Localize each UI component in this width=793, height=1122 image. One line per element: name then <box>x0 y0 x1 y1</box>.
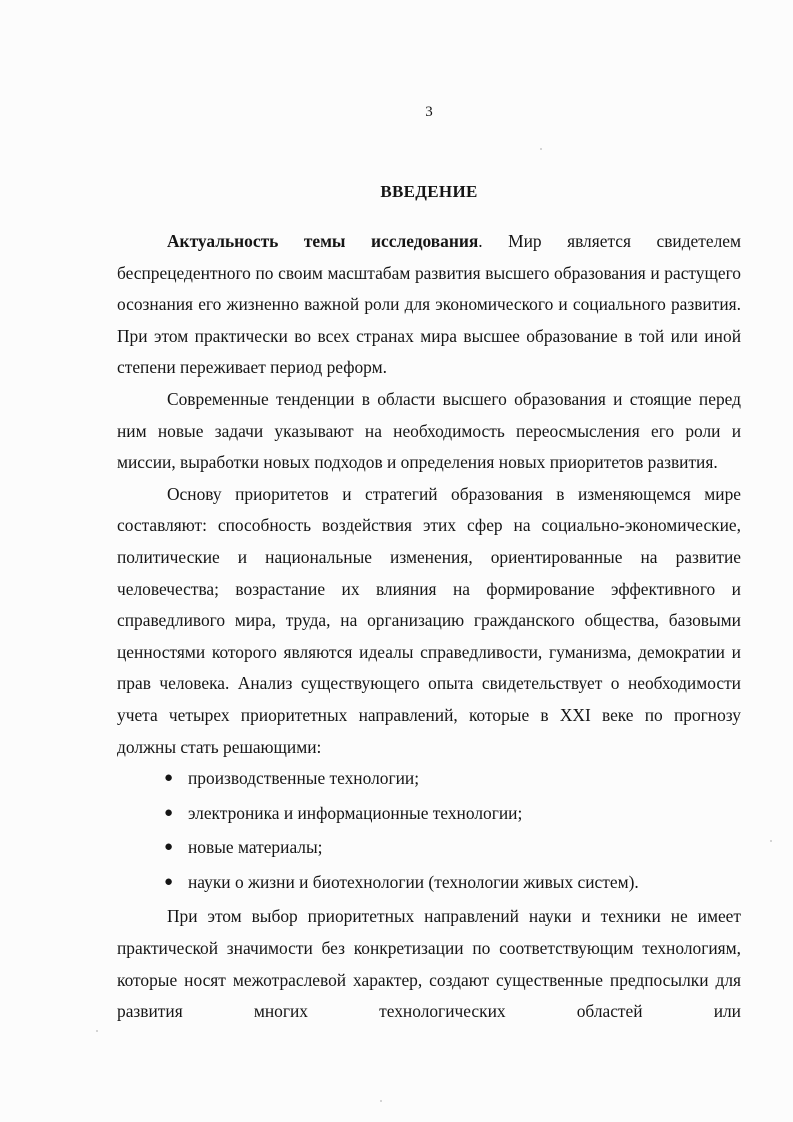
paragraph-priorities: Основу приоритетов и стратегий образования в изменяющемся мире составляют: способность воздействия этих сфер на социально-экономические, политические и национальные изменения, ориентированные на развитие человечества; возрастание их влияния на формирование эффективного и справедливого мира, труда, на организацию гражданского общества, базовыми ценностями которого являются идеалы справедливости, гуманизма, демократии и прав человека. Анализ существующего опыта свидетельствует о необходимости учета четырех приоритетных направлений, которые в XXI веке по прогнозу должны стать решающими: <box>117 483 741 757</box>
scan-speck <box>770 840 772 842</box>
bullet-icon: ● <box>164 770 174 787</box>
scan-speck <box>96 1030 98 1032</box>
paragraph-closing: При этом выбор приоритетных направлений науки и техники не имеет практической значимости без конкретизации по соответствующим технологиям, которые носят межотраслевой характер, создают существенные предпосылки для развития многих технологических областей или <box>117 906 741 1022</box>
body-text <box>117 226 741 1028</box>
bullet-icon: ● <box>164 873 174 890</box>
scan-speck <box>540 148 542 150</box>
paragraph-text: . Мир является свидетелем беспрецедентного по своим масштабам развития высшего образования и растущего осознания его жизненно важной роли для экономического и социального развития. При этом практически во всех странах мира высшее образование в той или иной степени переживает период реформ. <box>117 231 741 378</box>
paragraph-lead: Актуальность темы исследования <box>167 231 479 251</box>
bullet-icon: ● <box>164 804 174 821</box>
list-item <box>117 867 741 899</box>
list-item-text: науки о жизни и биотехнологии (технологии живых систем). <box>188 871 639 892</box>
bullet-icon: ● <box>164 839 174 856</box>
scan-speck <box>380 1100 382 1102</box>
list-item-text: производственные технологии; <box>188 768 420 789</box>
list-item <box>117 798 741 830</box>
list-item-text: новые материалы; <box>188 837 323 858</box>
list-item-text: электроника и информационные технологии; <box>188 802 523 823</box>
list-item <box>117 763 741 795</box>
paragraph-trends: Современные тенденции в области высшего образования и стоящие перед ним новые задачи указывают на необходимость переосмысления его роли и миссии, выработки новых подходов и определения новых приоритетов развития. <box>117 388 741 473</box>
page-number: 3 <box>425 104 433 120</box>
paragraph-relevance <box>117 226 741 384</box>
list-item <box>117 832 741 864</box>
priority-list <box>117 763 741 898</box>
section-heading: ВВЕДЕНИЕ <box>380 182 478 201</box>
